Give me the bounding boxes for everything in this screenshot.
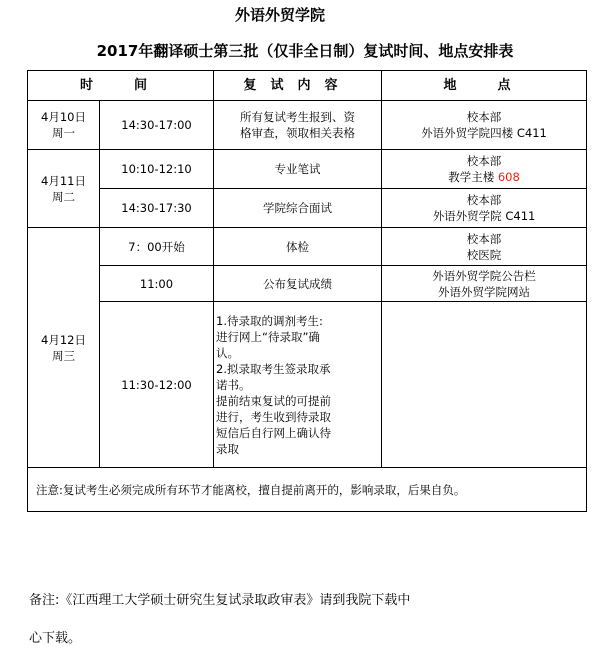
content-line: 短信后自行网上确认待 <box>216 425 332 440</box>
table-header-row <box>28 71 587 101</box>
day-date: 4月11日 <box>41 173 86 188</box>
location-line: 外语外贸学院公告栏 <box>432 268 536 283</box>
table-row <box>28 150 587 189</box>
day-date: 4月10日 <box>41 110 86 124</box>
table-row <box>28 228 587 266</box>
table-row <box>28 302 587 468</box>
content-cell: 专业笔试 <box>214 150 382 189</box>
page-subtitle: 2017年翻译硕士第三批（仅非全日制）复试时间、地点安排表 <box>96 42 514 60</box>
location-cell <box>382 150 587 189</box>
content-line: 诺书。 <box>216 377 251 392</box>
location-line: 外语外贸学院网站 <box>438 284 531 299</box>
content-line: 认。 <box>216 345 240 360</box>
remark-line: 心下载。 <box>29 631 82 646</box>
time-cell: 11:30-12:00 <box>100 302 214 468</box>
location-cell <box>382 266 587 302</box>
location-line: 外语外贸学院 C411 <box>432 209 536 223</box>
day-date: 4月12日 <box>41 332 86 347</box>
content-line: 格审查，领取相关表格 <box>240 126 356 140</box>
note-row <box>28 468 587 512</box>
location-cell <box>382 101 587 150</box>
table-row <box>28 266 587 302</box>
content-cell: 公布复试成绩 <box>214 266 382 302</box>
content-line: 进行，考生收到待录取 <box>216 409 332 424</box>
location-line: 校本部 <box>466 193 502 207</box>
header-time: 时 间 <box>28 71 214 101</box>
day-weekday: 周二 <box>52 189 75 204</box>
day-cell <box>28 228 100 468</box>
content-line: 提前结束复试的可提前 <box>216 393 332 408</box>
time-cell: 11:00 <box>100 266 214 302</box>
content-line: 录取 <box>216 441 240 456</box>
note-text: 注意:复试考生必须完成所有环节才能离校，擅自提前离开的，影响录取，后果自负。 <box>28 468 587 512</box>
content-line: 所有复试考生报到、资 <box>240 110 356 124</box>
header-content: 复试内容 <box>214 71 382 101</box>
remark <box>29 582 549 658</box>
content-line: 进行网上“待录取”确 <box>216 329 320 344</box>
content-cell <box>214 302 382 468</box>
page-title: 外语外贸学院 <box>234 6 325 24</box>
remark-line: 备注:《江西理工大学硕士研究生复试录取政审表》请到我院下载中 <box>29 593 411 608</box>
day-cell <box>28 150 100 228</box>
content-cell <box>214 101 382 150</box>
location-cell <box>382 228 587 266</box>
day-weekday: 周三 <box>52 348 75 363</box>
day-cell <box>28 101 100 150</box>
content-cell: 体检 <box>214 228 382 266</box>
day-weekday: 周一 <box>52 126 75 140</box>
location-line: 校本部 <box>466 231 502 246</box>
table-row <box>28 189 587 228</box>
content-cell: 学院综合面试 <box>214 189 382 228</box>
time-cell: 7：00开始 <box>100 228 214 266</box>
location-cell <box>382 189 587 228</box>
location-line: 校医院 <box>466 247 502 262</box>
location-line: 外语外贸学院四楼 C411 <box>421 126 547 140</box>
time-cell: 10:10-12:10 <box>100 150 214 189</box>
location-room-highlight: 608 <box>497 170 520 184</box>
time-cell: 14:30-17:30 <box>100 189 214 228</box>
content-line: 1.待录取的调剂考生: <box>216 313 323 328</box>
location-line: 校本部 <box>466 154 502 168</box>
header-location: 地 点 <box>382 71 587 101</box>
location-building: 教学主楼 <box>448 170 498 184</box>
schedule-table <box>27 70 587 512</box>
location-cell-empty <box>382 302 587 468</box>
location-line: 校本部 <box>466 110 502 124</box>
location-line <box>384 169 584 185</box>
table-row <box>28 101 587 150</box>
content-line: 2.拟录取考生签录取承 <box>216 361 331 376</box>
time-cell: 14:30-17:00 <box>100 101 214 150</box>
